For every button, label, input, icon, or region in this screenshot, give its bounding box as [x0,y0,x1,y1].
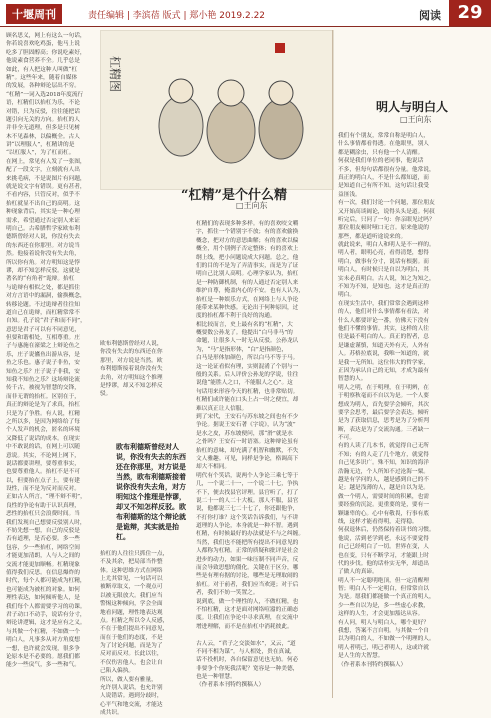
text-line: 只是为了争胜。有人说，杠精 [6,410,80,417]
text-line: 就此说来，明白人和明人是不一样的。 [338,242,435,249]
text-line: 以被无限放大。我们应当 [100,592,163,599]
text-line: 语，杠精们以抬杠为乐，不论 [6,100,80,107]
text-line: 正因为承认自己的无知，才成为最有 [338,367,429,374]
text-line: 才能更加清朗，人与人之间的 [6,553,80,560]
text-line: 我们每个人都需要学习的功课。 [6,603,86,610]
masthead: 十堰周刊 [6,4,62,24]
text-line [100,399,190,407]
text-line [338,677,486,685]
text-line: 精”。这些年来，随着自媒体 [6,74,78,81]
text-line: 抬杠的意味，却充满了机智和幽默，不失 [196,447,299,454]
article-column-4 [338,132,486,696]
text-line: 实未必真明白。古人说，知之为知之， [338,275,435,282]
text-line: 一想，也许就会发现，很多争 [6,645,80,652]
text-line: 说话都要讲理，要尊重事实， [6,460,80,467]
text-line: 你若说喜欢吃鸡蛋，他马上说 [6,41,80,48]
text-line: 维护自尊，掩盖内心的不安。也有人认为， [196,288,305,295]
text-line: 明自己比别人高明。心理学家认为，抬杠 [196,271,299,278]
text-line: 杠精们或许能在口头上占一时之便宜，却 [196,397,299,404]
text-line: 著名的“有角者”诡辩。抬杠 [6,276,75,283]
text-line: 想成为明人，首先要学会倾听，其次 [338,401,429,408]
text-line: 概全，用个别例子否定整体；有的喜欢上 [196,246,299,253]
text-line: 与诡辩有相似之处，都是抓住 [6,284,80,291]
text-line: 者，我们不妨一笑置之。 [196,590,259,597]
text-line: 不怕杠精，这才是面对网络喧嚣的正确态 [196,606,299,613]
text-line: 欧布利德斯曾经对人说， [100,341,163,347]
text-line: 是为了获取信息，思考是为了分析判 [338,418,429,425]
text-line [196,631,331,639]
text-line: 越是有学问的人，越是感到自己的不 [338,477,429,484]
text-line: 为了讨论问题，而是为了 [100,643,163,650]
text-line: 意思是君子可以有不同意见， [6,326,80,333]
editor-credits: 责任编辑 | 李滨蓓 版式 | 郑小艳 2019.2.22 [88,11,266,21]
text-line: 心平气和地交流，才能达 [100,701,163,708]
text-line: 需求，希望通过否定别人来证 [6,217,80,224]
text-line: 有的人读了几本书，就觉得自己无所 [338,443,429,450]
text-line: 成共识。 [100,710,123,717]
text-line: 增进理解，而不是在抬杠中消耗彼此。 [196,623,293,630]
text-line: 代的步伐。他的话朴实无华，却道出 [338,560,429,567]
svg-text:杠精图: 杠精图 [108,56,122,93]
text-line [100,432,190,440]
article-title: “杠精”是个什么精 [181,188,287,203]
text-line: 不知为不知，是知也。这才是真正的 [338,284,429,291]
text-line [100,416,190,424]
text-line: 知我不知鱼之乐？这场辩论流 [6,377,80,384]
text-line: 种现象背后，其实是一种心理 [6,209,80,216]
text-line: 抬杠。对于前者，我们应当欢迎；对于后 [196,581,299,588]
text-line: 自己已经明白了一切。世界在变，人 [338,544,429,551]
text-line: 明人者明己，明己者明人，这或许就 [338,644,429,651]
text-line: 真正的明白人，不是什么都知道，而 [338,174,429,181]
text-line: 能带来某种快感。无论出于何种原因，过 [196,304,299,311]
text-line: 去角，对方明知这个推理 [100,374,163,381]
text-line: 浩瀚无边，个人所知不过沧海一粟。 [338,468,429,475]
text-line: 顾名思义，网上有这么一句话， [6,33,86,39]
text-line: 古人云，“君子之交淡如水”，又云，“道 [196,640,296,647]
text-line: 鱼之乐也。惠子说子非鱼，安 [6,360,80,367]
text-line: 辩论讲逻辑，这才是应有之义。 [6,620,86,627]
text-line: 而会导致思想的僵化。关键在于区分，哪 [196,565,299,572]
text-line: 中不敢说的话，在网上可以随 [6,444,80,451]
text-line: 相比较而言，史上最有名的“杠精”，大 [196,321,293,328]
text-line: 来挑毛病，不是说图片有问题， [6,175,86,182]
text-line: “以杠服人”，为了杠而杠。 [6,150,75,157]
article-column-1 [6,32,94,696]
text-line: 少一些自以为是，多一些虚心求教， [338,602,429,609]
text-line: 德斯曾经对人说，你没有失去 [6,234,80,241]
text-line: 于明察秋毫而不自以为是。一个人要 [338,393,429,400]
text-line: 非要争个你死我活呢？宽容是一种美德， [196,665,299,672]
text-line: 了做人的真谛。 [338,569,378,576]
text-line: 抬杠是一种娱乐方式，在网络上与人争论 [196,296,299,303]
text-line: 听完后，只问了一句：你亲眼见过吗？ [338,216,435,223]
text-line: 往是最不明白的人。真正的智者，总 [338,334,429,341]
text-line: 是水之皮，苏东坡便问，那“滑”就是水 [196,430,293,437]
text-line: 所以你有角。对方明知这是悖 [6,259,80,266]
text-line: 到了宋代，王安石与苏东坡之间也有不少 [196,413,299,420]
text-line: 被断章取义，一个观点可 [100,584,163,591]
text-line: 传千古，被视为智慧的交锋， [6,385,80,392]
text-line: 断，表达是为了交流沟通。三者缺一 [338,426,429,433]
text-line: 这样的人生，才会更加豁达从容。 [338,611,424,618]
text-line: 明自己。古希腊哲学家欧布利 [6,225,80,232]
text-line: 反对而反对。长此以往， [100,651,163,658]
text-line: 转移论题。不过诡辩者往往知 [6,301,80,308]
text-line: 明白。 [338,292,356,299]
text-line: 些是有理有据的讨论，哪些是无理取闹的 [196,573,299,580]
text-line: 是悖谬，却又不知怎样反 [100,382,163,389]
text-line: 明人之明，在于明理，在于明辨，在 [338,384,429,391]
text-line: 地看问题，理性地表达观 [100,609,163,616]
text-line: 抬杠的人往往只抓住一点， [100,550,169,557]
text-line: 不及其余，把局部当作整 [100,559,163,566]
text-line: 进步的动力，如果一味压制不同声音，反 [196,556,299,563]
text-line: 度。让我们在争论中寻求真理，在交流中 [196,615,299,622]
text-line: 那里，对方说是当然。欧 [100,357,163,364]
text-line: 不多，但每句话都很有分量。他常说， [338,166,435,173]
text-line: 有人问，明人与明白人，哪个更好？ [338,619,429,626]
text-line: 颗谦卑的心。心中有敬畏，行事有底 [338,510,429,517]
text-line: 何叔退休后，仍然保持着读书的习惯。 [338,527,435,534]
text-line: 明人者，眼明心亮，看得清楚，想得 [338,250,429,257]
text-line: 说，他都说三七二十七了，你还跟他争， [196,506,299,513]
text-line: 说二十一的人二十大板。那人不服，县官 [196,497,299,504]
text-line: 自知。孔子说“君子和而不同”， [6,318,86,325]
text-line: 的发展，各种辩论层出不穷。 [6,83,80,90]
pull-quote: 欧布利德斯曾经对人说，你没有失去的东西还在你那里，对方说是当然，欧布利德斯接着说你没有失去角，对方明知这个推理是悖谬，却又不知怎样反驳。欧布利德斯的这个辩论就是诡辩，其实就是抬杠。 [116,443,186,541]
text-line: 概念，把对方的意思曲解；有的喜欢以偏 [196,237,299,244]
text-line: 也是一种智慧。 [196,674,236,681]
text-line: 度的抬杠都不利于良好的沟通。 [196,313,276,320]
text-line: 就是说文字有错误。更有甚者， [6,184,86,191]
text-line: 要学会思考，最后要学会表达。倾听 [338,409,429,416]
text-line: 个人发声的机会，匿名的环境 [6,427,80,434]
text-line: 几，一个说二十一，一个说二十七，争执 [196,481,299,488]
text-line: 也在变，只有不断学习，才能跟上时 [338,552,429,559]
text-line: 意说。其实，不论网上网下， [6,452,80,459]
text-line: 什么人都要评论一番，仿佛天下没有 [338,317,429,324]
page-header [0,0,491,27]
text-line: 为是。愿我们都能做一个真正的明人， [338,594,435,601]
text-line: 不打你打谁？这个笑话告诉我们，与不讲 [196,514,299,521]
article-author: □王向东 [236,201,268,210]
text-line: 是我一无所知。这位伟大的哲学家， [338,359,429,366]
text-line: 自己见多识广。殊不知，知识的海洋 [338,460,429,467]
text-line: 之骨吗？王安石一时语塞。这种辩论虽有 [196,439,299,446]
text-line: 说他“能胜人之口，不能服人之心”。这 [196,380,293,387]
text-line: 能少一些戾气，多一些和气。 [6,662,80,669]
text-line: 允许别人说话，也允许别 [100,685,163,692]
text-line: （作者系本刊特约撰稿人） [196,682,265,689]
text-line: 而非无谓的抬杠。区别在于， [6,393,80,400]
text-line: 又开始高谈阔论，说得头头是道。何叔 [338,208,435,215]
text-line: 你没有失去的东西还在你 [100,349,163,356]
text-line: 抬杠就显不出自己的高明。这 [6,200,80,207]
text-line: 字，抓住一个错别字不放；有的喜欢偷换 [196,229,299,236]
text-line: 是知道自己有所不知。这句话让我受 [338,183,429,190]
text-line: 般的关系。后人评价公孙龙的学说，往往 [196,372,299,379]
text-line: 明白人，凡事多从对方角度想 [6,637,80,644]
article-author-2: □王向东 [400,115,432,124]
text-line: 题引向无关的方向。抬杠的人 [6,116,80,123]
text-line: 我想，答案不言自明。与其做一个自 [338,628,429,635]
text-line: 然。他接着说你没有失去角， [6,251,80,258]
text-line: 体。这种思维方式在网络 [100,567,163,574]
text-line: 乐，庄子说鯈鱼出游从容，是 [6,351,80,358]
text-line: 时代，每个人都可能成为杠精， [6,578,86,585]
text-line: 君子动口不动手，说话有分寸， [6,611,86,618]
text-line: 正如古人所言，“理不辩不明”， [6,494,86,501]
text-line: 木不见森林，以偏概全。古人 [6,133,80,140]
text-line: 所以，做人要有雅量， [100,676,157,683]
text-line: 而在于他们的态度，不是 [100,634,163,641]
article-column-3 [196,220,331,696]
text-line: 杠精们的表现多种多样。有的喜欢咬文嚼 [196,221,299,227]
text-line: 他说素食营养不全。几乎总是 [6,58,80,65]
text-line: 益匪浅。 [338,191,361,198]
text-line [100,541,190,549]
text-line: 谬，却不知怎样反驳。这就是 [6,267,80,274]
text-line: 白马是形体加颜色，所以白马不等于马。 [196,355,299,362]
text-line: 难以真正让人信服。 [196,405,248,412]
text-line: 良性的争论有助于认识真理， [6,502,80,509]
text-line: 明代有个笑话，说两个人争论三乘七等于 [196,472,299,479]
text-line [338,686,486,694]
text-line: （作者系本刊特约撰稿人） [338,661,407,668]
text-line: 布利德斯接着说你没有失 [100,366,163,373]
text-line: “杠精”一词入选2018年度流行 [6,91,84,98]
text-line: 以，但要抬在点子上，要有建 [6,477,80,484]
text-line: 的东西还在你那里。对方说当 [6,242,80,249]
text-line: 不在于他们提出不同意见， [100,626,169,633]
text-line: 什么事情都看得透。在他眼里，别人 [338,141,429,148]
text-line: 警惕这种倾向，学会全面 [100,601,163,608]
text-line: 明白，做事有分寸，说话有根据。而 [338,258,429,265]
text-line: 真正的辩论是为了求真，抬杠 [6,402,80,409]
text-line: 智；明白人不一定明白，但常常自以 [338,586,429,593]
text-line: 句话用来形容今天的杠精，也非常贴切。 [196,388,299,395]
text-line: 己陷入偏执。 [100,668,135,675]
text-line: 人都称为杠精。正常的质疑和批评是社会 [196,548,299,555]
text-line: 又降低了说话的成本。在现实 [6,435,80,442]
text-line: 不同不相为谋”。与人相处，贵在真诚， [196,648,296,655]
text-line: 对错，只为反驳，往往能把话 [6,108,80,115]
text-line: 对方言语中的漏洞，偷换概念， [6,293,86,300]
column-divider [332,30,333,698]
ink-painting-illustration [100,30,334,190]
text-line: 与其做一个杠精，不如做一个 [6,628,80,635]
text-line: 要经验的沉淀。更重要的是，要有一 [338,502,429,509]
article-title-2: 明人与明白人 [375,100,448,114]
text-line: 话不投机时，各自保留意见也无妨。何必 [196,657,299,664]
text-line: 吃多了胆固醇高；你说吃素好， [6,49,86,56]
text-line: 那些，都是道听途说来的。 [338,233,407,240]
text-line: 交流才能更加顺畅。杠精现象 [6,561,80,568]
text-line: 上尤其常见，一句话可以 [100,575,163,582]
text-line: 子与惠施在濠梁之上辩论鱼之 [6,343,80,350]
text-line: 纲上线，把小问题说成大问题。总之，他 [196,254,299,261]
section-label: 阅读 [419,9,441,22]
text-line: 命题，让很多人一时无从反驳。公孙龙认 [196,338,299,345]
text-line: 驳。 [100,391,112,398]
text-line: 杠精，有时候最好的办法就是不与之纠缠。 [196,531,305,538]
text-line: 有一次，我们讨论一个问题，那位朋友 [338,200,435,207]
text-line: 智慧的人。 [338,376,367,383]
text-line: 不可。 [338,435,356,442]
text-line: 理性表达，如何倾听他人，是 [6,595,80,602]
text-line [100,407,190,415]
text-line: 是谦虚谨慎，知道天外有天，人外有 [338,342,429,349]
text-line: 人。苏格拉底说，我唯一知道的，就 [338,351,429,358]
text-line: 为，“马”是指形体，“白”是指颜色， [196,346,288,353]
text-line: 也要尊重他人。抬杠不是不可 [6,469,80,476]
text-line: 不下，便去找县官评理。县官听了，打了 [196,489,299,496]
text-line: 恶性的抬杠只会浪费时间。当 [6,511,80,518]
text-line: 线，这样才能看得明，走得稳。 [338,518,418,525]
text-line: 是一种防御机制，有的人通过否定别人来 [196,279,299,286]
text-line: 都是糊涂虫，只有他一个人清醒。 [338,149,424,156]
text-line: 我们有个朋友，常常自称是明白人， [338,133,429,139]
text-line: 何叔是我们单位的老同事，他说话 [338,158,424,165]
text-line: 知鱼之乐？庄子说子非我，安 [6,368,80,375]
text-line: 如此，有人把这种人叫做“杠 [6,66,78,73]
text-line: 不妨先想一想，自己的反驳是 [6,528,80,535]
text-line: 概要数公孙龙了。他提出“白马非马”的 [196,330,293,337]
text-line: 论原本是不必要的。愿我们都 [6,653,80,660]
page-number: 29 [449,0,491,26]
text-line: 以为明白的人，不如做一个明理的人。 [338,636,435,643]
text-line: 道自己在诡辩，而杠精常常不 [6,309,80,316]
text-line: 之所以多，是因为网络给了每 [6,418,80,425]
text-line: 包容，少一些抬杠，网络空间 [6,544,80,551]
text-line: 他说，活到老学到老，永远不要觉得 [338,535,429,542]
text-line: 并非全无道理，但多是只见树 [6,125,80,132]
text-line: 人说错话。遇到分歧时， [100,693,163,700]
text-line: 在现实生活中，我们常常会遇到这样 [338,300,429,307]
text-line [338,669,486,677]
text-line: 讲“以理服人”，杠精讲的是 [6,142,75,149]
text-line: 明白人，有时候只是自以为明白，其 [338,267,429,274]
text-line: 但要和谐相处，互相尊重。庄 [6,335,80,342]
text-line: 道理的人争论，本身就是一种不智。遇到 [196,523,299,530]
text-line: 明人不一定聪明绝顶，但一定清醒理 [338,577,429,584]
text-line: 他们不懂的事情。其实，这样的人往 [338,325,429,332]
text-line: 是人生的大智慧。 [338,653,384,660]
text-line: 不知；有的人走了几个地方，就觉得 [338,451,429,458]
text-line: 争论。据说王安石著《字说》，认为“波” [196,422,296,429]
text-line: 不仅伤害他人，也会让自 [100,659,163,666]
text-line: 说到底，做一个理性的人，不做杠精，也 [196,598,299,605]
text-line: 那位朋友顿时哑口无言。原来他说的 [338,225,429,232]
text-line: 文人雅趣。可见，同样是争论，格调高下 [196,455,299,462]
text-line: 却大不相同。 [196,464,231,471]
text-line: 点。杠精之所以令人反感， [100,617,169,624]
text-line: 做一个明人，需要时间的积累，也需 [338,493,429,500]
text-line: 也可能成为被杠的对象。如何 [6,586,80,593]
text-line: 在网上，常见有人发了一张图， [6,158,86,165]
text-line: 不看内容，只管反对，似乎不 [6,192,80,199]
text-line: 足；越是浅薄的人，越是自以为是。 [338,485,429,492]
text-line: 配了一段文字，立刻就有人出 [6,167,80,174]
text-line: 设性，而不是为反对而反对。 [6,486,80,493]
text-line: 这一论证看似有理，实则混淆了个别与一 [196,363,299,370]
text-line: 值得我们反思。在信息爆炸的 [6,570,80,576]
text-line: 的人，他们对什么事情都有看法，对 [338,309,429,316]
text-line: 们的目的不是为了弄清事实，而是为了证 [196,262,299,269]
text-line [100,424,190,432]
text-line: 当然，我们也不能把所有提出不同意见的 [196,539,299,546]
text-line: 否有道理，是否必要。多一些 [6,536,80,543]
text-line: 我们发现自己想要反驳别人时， [6,519,86,526]
